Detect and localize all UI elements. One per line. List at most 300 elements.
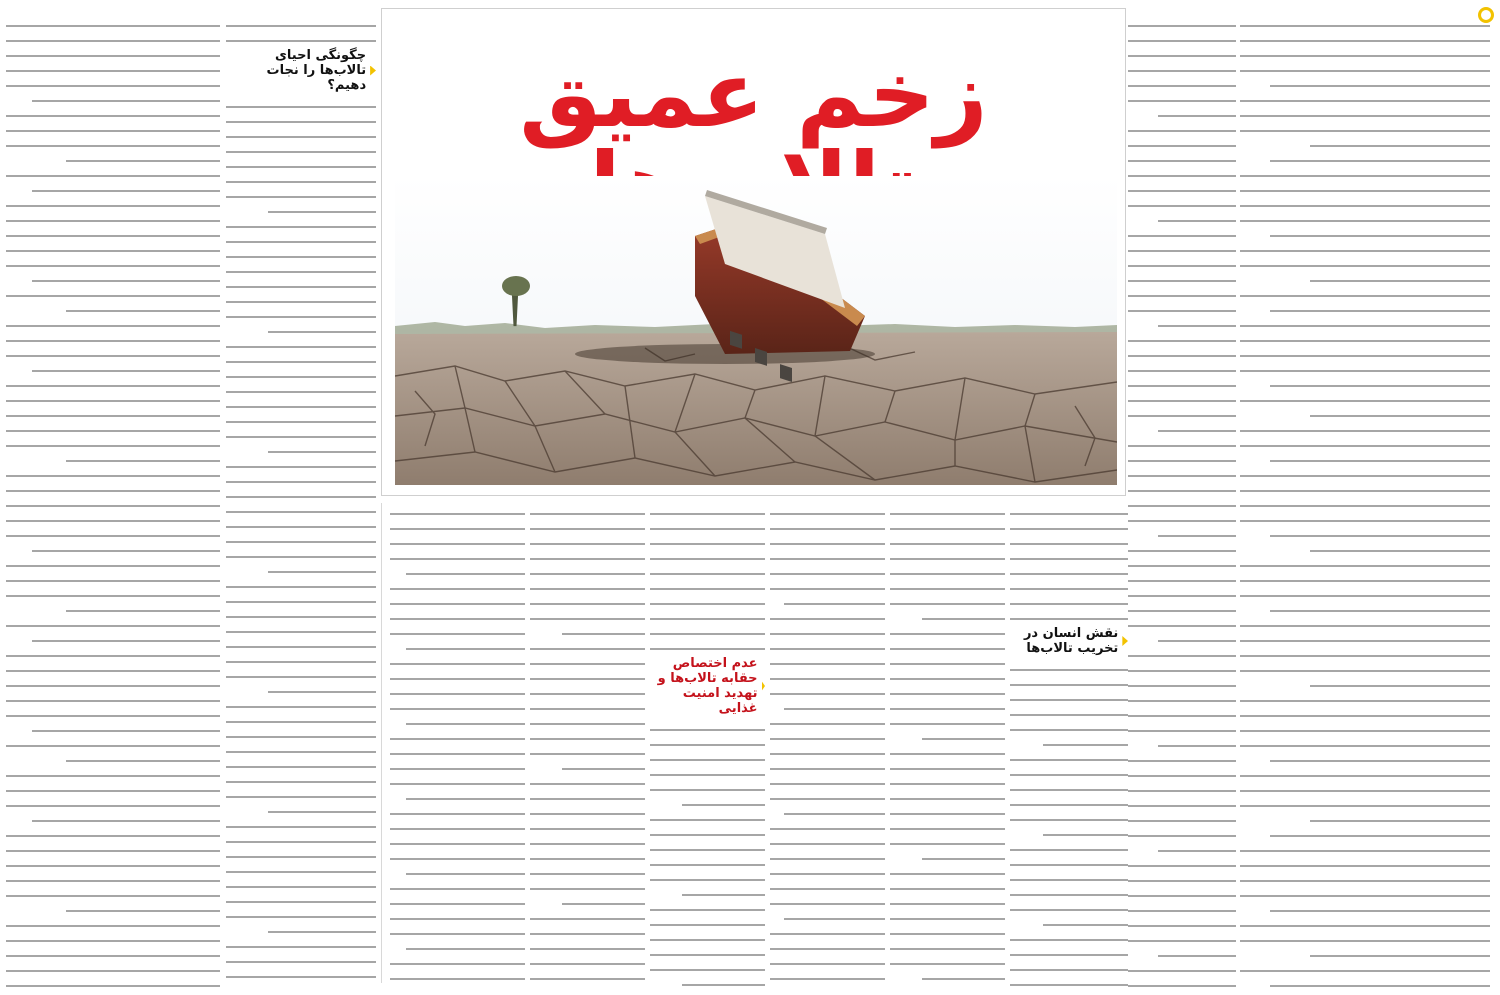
text-line: [890, 603, 1005, 605]
text-line: [226, 796, 376, 798]
text-line: [1158, 640, 1236, 642]
text-line: [1240, 745, 1490, 747]
text-line: [650, 744, 765, 746]
text-line: [1010, 864, 1128, 866]
text-line: [890, 588, 1005, 590]
text-line: [32, 640, 220, 642]
text-line: [66, 610, 220, 612]
text-line: [770, 543, 885, 545]
text-line: [1128, 700, 1236, 702]
text-line: [922, 858, 1005, 860]
text-line: [1010, 879, 1128, 881]
text-line: [890, 693, 1005, 695]
text-line: [6, 295, 220, 297]
text-line: [890, 648, 1005, 650]
text-line: [650, 729, 765, 731]
text-column-2: [1128, 12, 1236, 987]
text-line: [1240, 25, 1490, 27]
text-line: [1043, 744, 1128, 746]
text-line: [530, 543, 645, 545]
text-line: [1128, 520, 1236, 522]
text-line: [6, 70, 220, 72]
text-line: [1010, 819, 1128, 821]
text-line: [1043, 924, 1128, 926]
text-line: [770, 948, 885, 950]
text-line: [682, 984, 765, 986]
text-line: [1240, 805, 1490, 807]
text-line: [1010, 714, 1128, 716]
text-line: [770, 693, 885, 695]
text-line: [32, 100, 220, 102]
text-line: [1128, 925, 1236, 927]
text-line: [226, 586, 376, 588]
text-line: [1010, 603, 1128, 605]
text-line: [1270, 235, 1490, 237]
text-line: [1010, 684, 1128, 686]
text-line: [1128, 760, 1236, 762]
text-line: [66, 310, 220, 312]
text-line: [1128, 820, 1236, 822]
text-line: [6, 415, 220, 417]
text-line: [890, 633, 1005, 635]
text-line: [390, 633, 525, 635]
text-line: [1128, 910, 1236, 912]
boat-on-dry-lakebed-image: [395, 176, 1117, 485]
text-line: [530, 558, 645, 560]
text-line: [784, 813, 885, 815]
text-line: [6, 475, 220, 477]
text-line: [770, 903, 885, 905]
text-line: [1010, 984, 1128, 986]
text-line: [770, 768, 885, 770]
text-line: [226, 601, 376, 603]
text-line: [6, 880, 220, 882]
text-line: [770, 678, 885, 680]
text-column-6: [650, 500, 765, 987]
text-line: [770, 648, 885, 650]
text-line: [226, 766, 376, 768]
text-line: [1010, 729, 1128, 731]
text-line: [784, 708, 885, 710]
text-line: [1240, 100, 1490, 102]
text-line: [770, 963, 885, 965]
text-line: [6, 85, 220, 87]
text-line: [1158, 430, 1236, 432]
text-line: [390, 663, 525, 665]
text-line: [268, 331, 376, 333]
text-line: [1128, 865, 1236, 867]
text-line: [1158, 955, 1236, 957]
text-line: [1128, 160, 1236, 162]
text-line: [390, 693, 525, 695]
text-line: [1128, 205, 1236, 207]
text-line: [6, 520, 220, 522]
text-line: [770, 633, 885, 635]
text-line: [530, 873, 645, 875]
text-line: [530, 618, 645, 620]
text-line: [6, 700, 220, 702]
text-line: [6, 850, 220, 852]
text-line: [1128, 460, 1236, 462]
text-line: [1010, 789, 1128, 791]
text-line: [226, 436, 376, 438]
text-line: [1128, 385, 1236, 387]
text-line: [226, 466, 376, 468]
text-line: [226, 256, 376, 258]
text-line: [650, 513, 765, 515]
text-line: [226, 856, 376, 858]
text-line: [650, 558, 765, 560]
text-line: [6, 670, 220, 672]
text-line: [650, 969, 765, 971]
text-line: [1010, 939, 1128, 941]
text-line: [770, 663, 885, 665]
text-line: [226, 226, 376, 228]
text-line: [6, 445, 220, 447]
text-line: [1010, 699, 1128, 701]
text-line: [390, 558, 525, 560]
text-line: [226, 166, 376, 168]
text-line: [562, 633, 645, 635]
text-line: [1128, 805, 1236, 807]
text-line: [226, 271, 376, 273]
text-line: [226, 481, 376, 483]
text-line: [770, 798, 885, 800]
text-line: [226, 556, 376, 558]
text-line: [890, 798, 1005, 800]
text-line: [1240, 205, 1490, 207]
text-line: [650, 834, 765, 836]
text-line: [226, 421, 376, 423]
text-line: [1240, 475, 1490, 477]
text-line: [530, 573, 645, 575]
text-line: [6, 355, 220, 357]
text-line: [1240, 925, 1490, 927]
text-line: [1128, 895, 1236, 897]
text-line: [770, 528, 885, 530]
text-line: [530, 963, 645, 965]
text-line: [1128, 595, 1236, 597]
text-column-1: [1240, 12, 1490, 987]
text-line: [226, 646, 376, 648]
text-line: [1128, 235, 1236, 237]
text-line: [1010, 573, 1128, 575]
text-line: [890, 843, 1005, 845]
text-line: [390, 843, 525, 845]
text-line: [650, 543, 765, 545]
text-line: [770, 873, 885, 875]
subhead-water-rights: عدم اختصاص حقابه تالاب‌ها و تهدید امنیت غذایی: [650, 656, 765, 716]
subhead-human-role: نقش انسان در تخریب تالاب‌ها: [1010, 626, 1128, 656]
text-line: [390, 783, 525, 785]
text-line: [390, 903, 525, 905]
text-line: [226, 406, 376, 408]
text-line: [6, 805, 220, 807]
text-line: [1270, 385, 1490, 387]
text-line: [6, 745, 220, 747]
text-line: [1240, 115, 1490, 117]
text-line: [6, 565, 220, 567]
text-line: [1128, 505, 1236, 507]
text-line: [530, 813, 645, 815]
text-line: [6, 175, 220, 177]
text-line: [530, 843, 645, 845]
text-line: [6, 535, 220, 537]
text-line: [226, 40, 376, 42]
text-line: [1128, 25, 1236, 27]
text-line: [1128, 835, 1236, 837]
text-column-5: [770, 500, 885, 987]
text-line: [1128, 130, 1236, 132]
text-line: [6, 115, 220, 117]
text-line: [6, 925, 220, 927]
text-line: [1270, 985, 1490, 987]
text-line: [922, 618, 1005, 620]
text-column-4: [890, 500, 1005, 987]
text-line: [650, 819, 765, 821]
text-line: [1010, 894, 1128, 896]
text-line: [1158, 325, 1236, 327]
subhead-bullet-icon: [370, 66, 376, 76]
text-line: [6, 130, 220, 132]
text-line: [890, 558, 1005, 560]
text-line: [1270, 310, 1490, 312]
text-line: [1128, 40, 1236, 42]
text-line: [770, 618, 885, 620]
text-line: [66, 460, 220, 462]
text-line: [1240, 640, 1490, 642]
text-line: [6, 580, 220, 582]
text-line: [650, 648, 765, 650]
text-column-8: [390, 500, 525, 987]
text-line: [530, 798, 645, 800]
text-line: [1128, 880, 1236, 882]
text-line: [890, 708, 1005, 710]
text-line: [1240, 355, 1490, 357]
text-line: [1010, 513, 1128, 515]
text-column-9: [226, 12, 376, 987]
text-line: [390, 528, 525, 530]
text-line: [1240, 505, 1490, 507]
text-line: [226, 781, 376, 783]
text-line: [226, 871, 376, 873]
text-line: [1128, 280, 1236, 282]
text-line: [530, 513, 645, 515]
text-line: [890, 873, 1005, 875]
text-line: [1310, 955, 1490, 957]
text-line: [226, 886, 376, 888]
text-line: [922, 738, 1005, 740]
text-line: [1240, 715, 1490, 717]
text-line: [226, 376, 376, 378]
text-line: [1270, 160, 1490, 162]
text-line: [390, 918, 525, 920]
text-line: [890, 678, 1005, 680]
text-line: [922, 978, 1005, 980]
text-line: [1240, 490, 1490, 492]
text-line: [1240, 250, 1490, 252]
text-line: [66, 760, 220, 762]
text-line: [530, 933, 645, 935]
text-line: [226, 961, 376, 963]
text-line: [562, 768, 645, 770]
text-line: [1240, 400, 1490, 402]
text-line: [390, 768, 525, 770]
text-line: [6, 265, 220, 267]
text-line: [1010, 558, 1128, 560]
text-line: [1310, 685, 1490, 687]
text-line: [1240, 790, 1490, 792]
text-line: [226, 301, 376, 303]
text-line: [6, 205, 220, 207]
text-column-3: [1010, 500, 1128, 987]
text-line: [890, 828, 1005, 830]
text-column-10: [6, 12, 220, 987]
text-line: [1010, 669, 1128, 671]
text-line: [1128, 355, 1236, 357]
text-line: [1158, 745, 1236, 747]
text-line: [890, 948, 1005, 950]
text-line: [1128, 55, 1236, 57]
text-line: [1128, 730, 1236, 732]
text-line: [6, 775, 220, 777]
text-line: [406, 648, 525, 650]
text-line: [530, 858, 645, 860]
text-line: [530, 693, 645, 695]
text-line: [1240, 895, 1490, 897]
text-line: [1240, 880, 1490, 882]
text-line: [1010, 909, 1128, 911]
text-line: [1240, 655, 1490, 657]
text-line: [1310, 550, 1490, 552]
text-line: [6, 235, 220, 237]
text-line: [530, 708, 645, 710]
text-line: [268, 691, 376, 693]
text-line: [6, 430, 220, 432]
text-line: [530, 783, 645, 785]
text-line: [890, 963, 1005, 965]
text-line: [1128, 415, 1236, 417]
text-line: [390, 813, 525, 815]
text-line: [390, 588, 525, 590]
text-line: [6, 940, 220, 942]
text-line: [1270, 610, 1490, 612]
text-line: [226, 286, 376, 288]
text-line: [390, 738, 525, 740]
text-line: [226, 916, 376, 918]
text-line: [562, 903, 645, 905]
text-line: [6, 145, 220, 147]
text-line: [1010, 618, 1128, 620]
text-line: [1128, 175, 1236, 177]
text-line: [530, 888, 645, 890]
text-line: [1240, 775, 1490, 777]
text-line: [1128, 400, 1236, 402]
text-line: [390, 933, 525, 935]
text-line: [226, 826, 376, 828]
text-line: [1010, 543, 1128, 545]
text-line: [770, 888, 885, 890]
text-line: [770, 723, 885, 725]
text-line: [390, 963, 525, 965]
text-line: [1240, 850, 1490, 852]
text-line: [770, 933, 885, 935]
text-line: [1310, 280, 1490, 282]
text-line: [1240, 265, 1490, 267]
text-line: [268, 811, 376, 813]
text-line: [650, 774, 765, 776]
text-line: [226, 721, 376, 723]
text-line: [390, 618, 525, 620]
text-line: [1240, 445, 1490, 447]
text-line: [530, 603, 645, 605]
text-line: [1128, 70, 1236, 72]
text-line: [890, 888, 1005, 890]
text-line: [890, 768, 1005, 770]
text-line: [6, 790, 220, 792]
text-line: [226, 751, 376, 753]
text-line: [650, 924, 765, 926]
text-line: [890, 753, 1005, 755]
text-line: [226, 121, 376, 123]
text-line: [890, 903, 1005, 905]
text-line: [406, 948, 525, 950]
text-line: [390, 708, 525, 710]
text-line: [530, 648, 645, 650]
text-line: [32, 730, 220, 732]
text-line: [1240, 295, 1490, 297]
text-line: [890, 813, 1005, 815]
text-line: [1310, 820, 1490, 822]
text-line: [770, 753, 885, 755]
text-line: [650, 879, 765, 881]
text-line: [1128, 145, 1236, 147]
text-line: [226, 391, 376, 393]
text-line: [226, 106, 376, 108]
text-line: [226, 511, 376, 513]
text-line: [1240, 370, 1490, 372]
text-line: [1240, 190, 1490, 192]
text-line: [1240, 700, 1490, 702]
text-line: [226, 496, 376, 498]
text-line: [530, 663, 645, 665]
text-line: [770, 513, 885, 515]
text-line: [226, 151, 376, 153]
text-line: [770, 843, 885, 845]
text-line: [650, 588, 765, 590]
text-line: [1010, 849, 1128, 851]
text-line: [650, 864, 765, 866]
text-line: [226, 526, 376, 528]
text-line: [1240, 565, 1490, 567]
column-divider: [381, 503, 382, 983]
text-line: [1240, 520, 1490, 522]
text-line: [890, 663, 1005, 665]
text-line: [1128, 445, 1236, 447]
article-headline: زخم عمیق: [519, 41, 988, 148]
text-line: [1240, 55, 1490, 57]
text-line: [1128, 655, 1236, 657]
text-line: [6, 985, 220, 987]
text-line: [1240, 340, 1490, 342]
text-line: [6, 595, 220, 597]
text-line: [530, 588, 645, 590]
text-line: [682, 804, 765, 806]
text-line: [1128, 715, 1236, 717]
text-line: [1128, 85, 1236, 87]
text-line: [530, 918, 645, 920]
text-line: [1128, 685, 1236, 687]
